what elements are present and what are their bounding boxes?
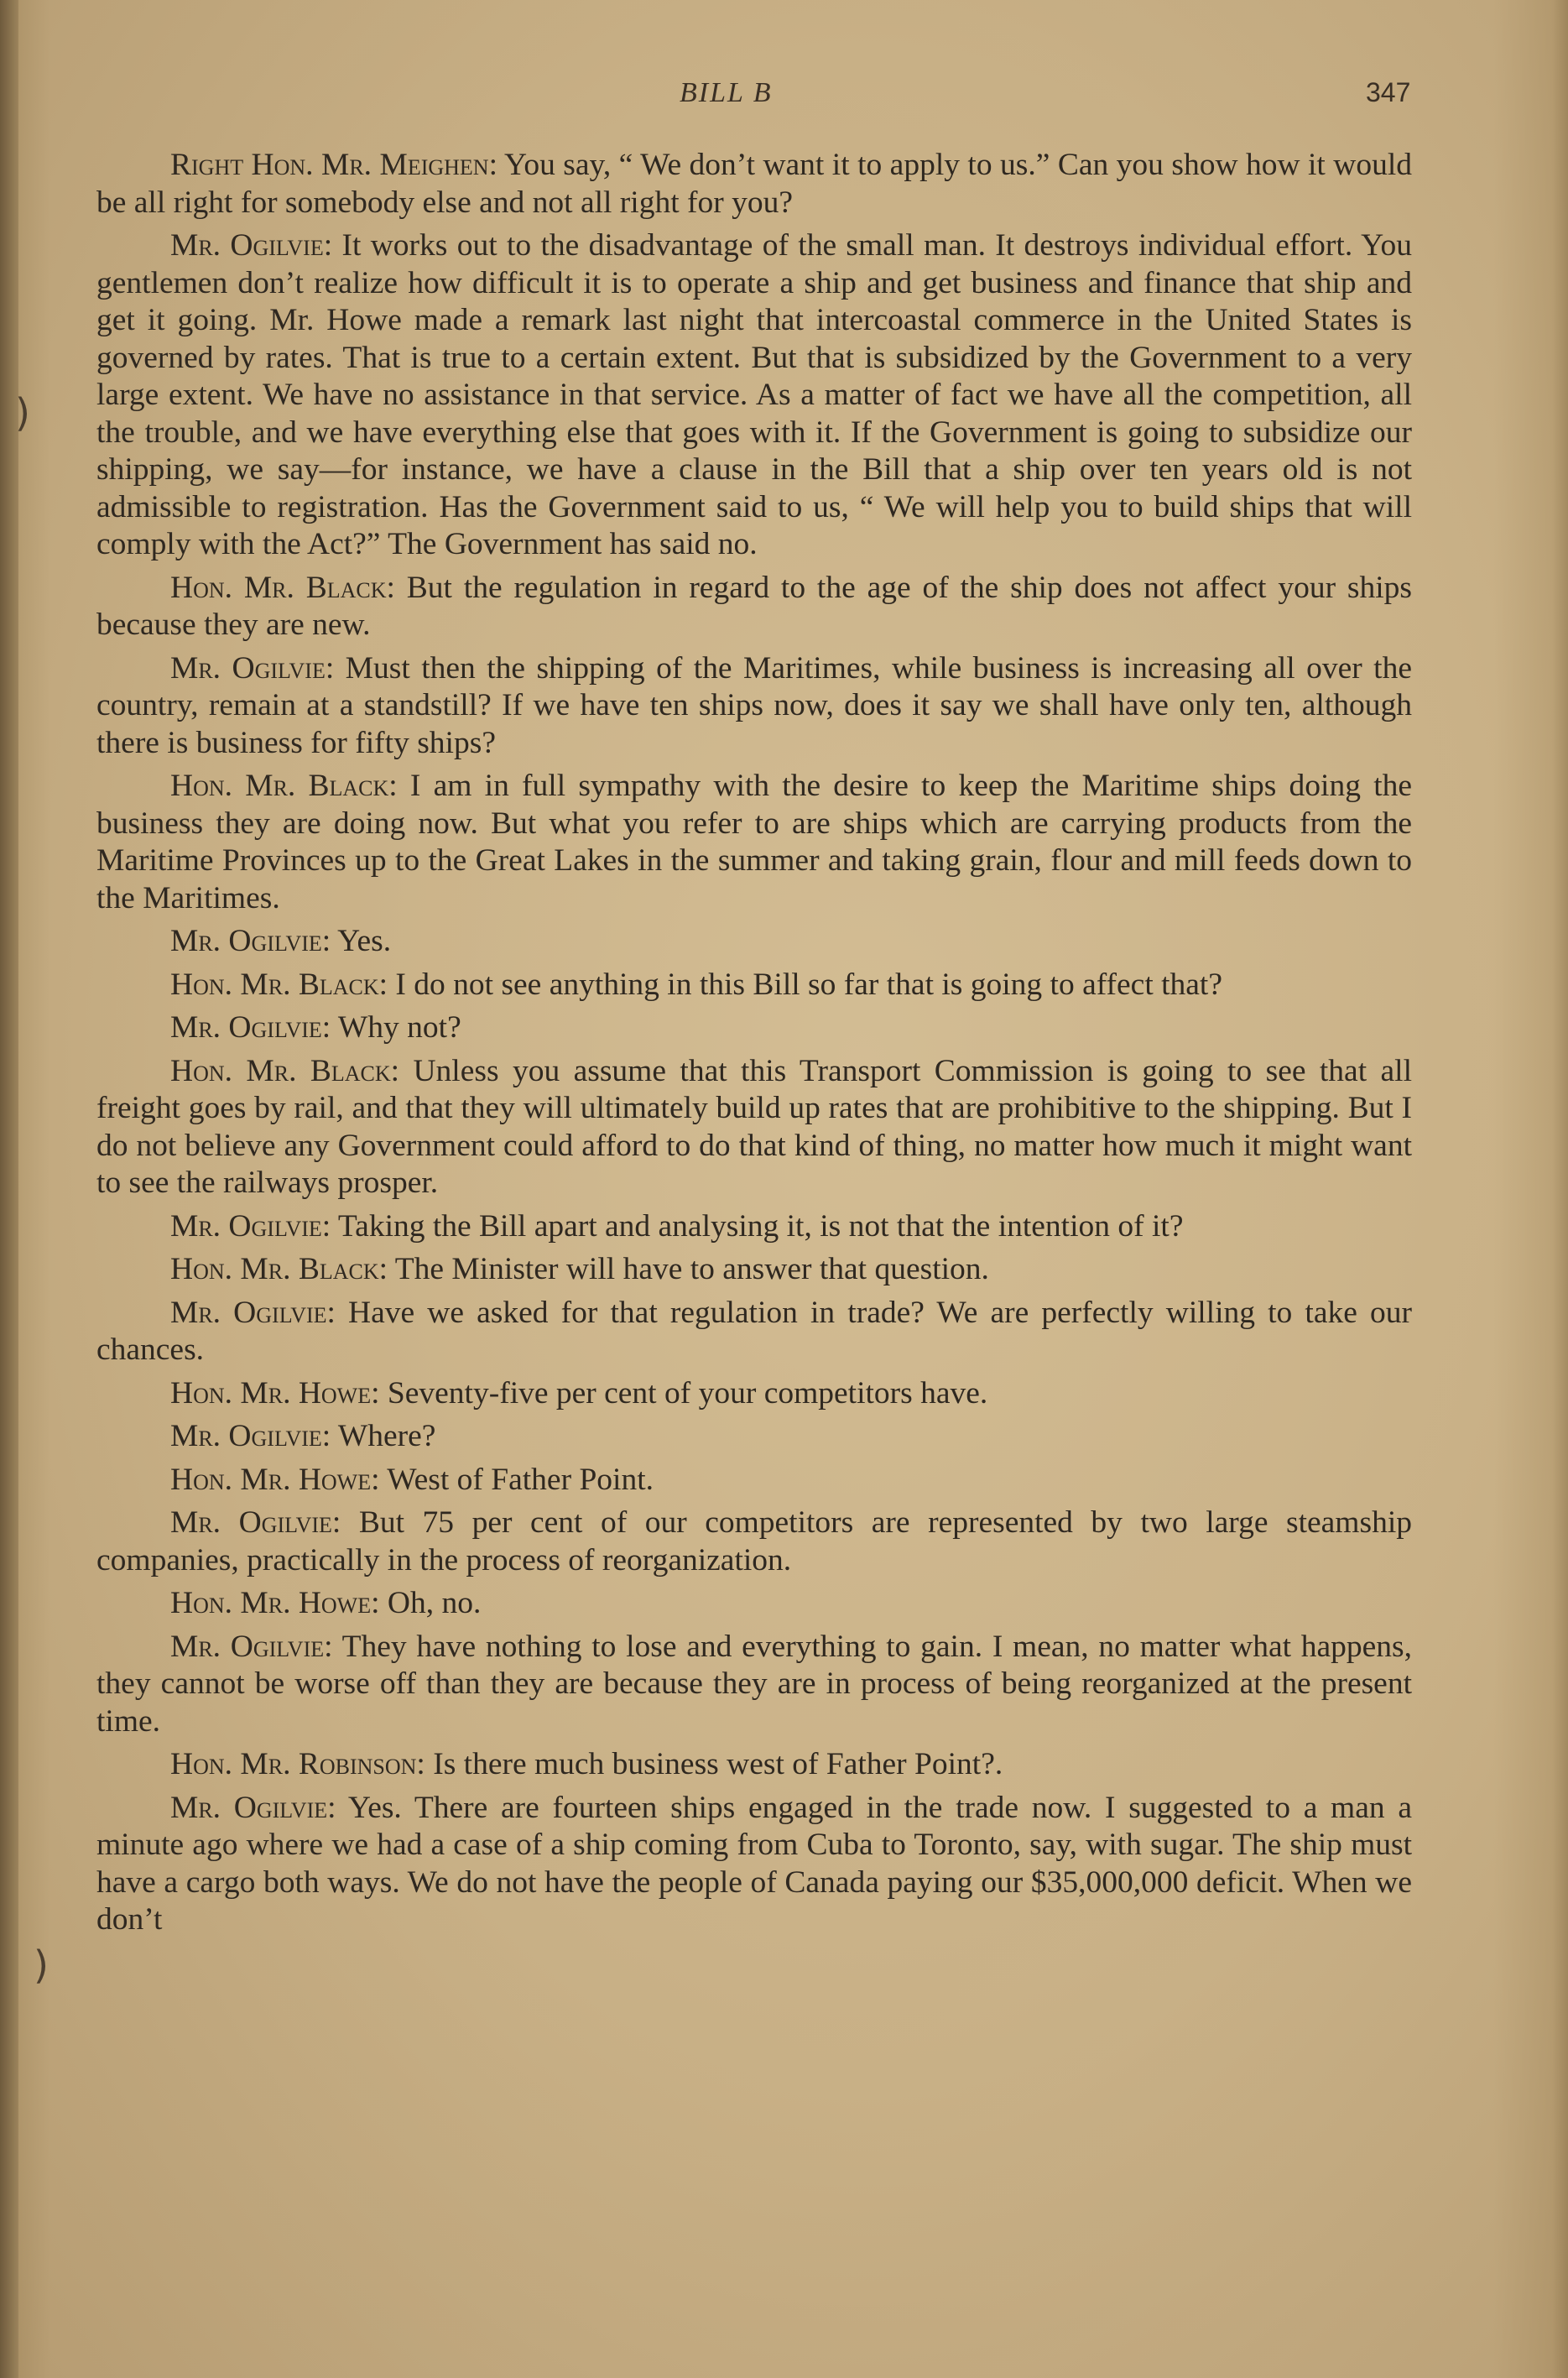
paragraph: [96, 1462, 1412, 1499]
binding-hole-mark-lower: ): [34, 1943, 49, 1988]
speech-text: Why not?: [331, 1010, 461, 1045]
speech-text: But 75 per cent of our competitors are represented by two large steamship companies, practically in the process of reorganization.: [96, 1505, 1412, 1578]
paragraph: [96, 1053, 1412, 1202]
paragraph: [96, 967, 1412, 1004]
speaker-name: Mr. Ogilvie:: [170, 924, 331, 958]
speech-text: Is there much business west of Father Point?.: [425, 1747, 1003, 1781]
speaker-name: Mr. Ogilvie:: [170, 1208, 331, 1244]
speech-text: West of Father Point.: [379, 1462, 654, 1497]
paragraph: [96, 768, 1412, 917]
speaker-name: Hon. Mr. Black:: [170, 769, 398, 803]
speech-text: Taking the Bill apart and analysing it, is not that the intention of it?: [331, 1208, 1184, 1244]
speech-text: You say, “ We don’t want it to apply to us.” Can you show how it would be all right for somebody else and not all right for you?: [96, 148, 1413, 220]
speaker-name: Mr. Ogilvie:: [170, 1010, 331, 1045]
paragraph: [96, 923, 1412, 961]
speech-text: I do not see anything in this Bill so far that is going to affect that?: [388, 967, 1222, 1002]
paragraph: [96, 1585, 1412, 1623]
speaker-name: Hon. Mr. Black:: [170, 967, 388, 1002]
paragraph: [96, 1790, 1412, 1939]
speaker-name: Hon. Mr. Black:: [170, 1252, 388, 1286]
speaker-name: Right Hon. Mr. Meighen:: [170, 148, 497, 182]
page-number: 347: [1366, 77, 1411, 107]
speaker-name: Mr. Ogilvie:: [170, 1295, 336, 1330]
speaker-name: Hon. Mr. Howe:: [170, 1462, 380, 1497]
paragraph: [96, 147, 1412, 222]
speech-text: I am in full sympathy with the desire to keep the Maritime ships doing the business they are doing now. But what you refer to are ships which are carrying products from the Maritime Provinces up to the Great Lakes in the summer and taking grain, flour and mill feeds down to the Maritimes.: [96, 769, 1413, 915]
transcript-body: [96, 147, 1412, 1945]
speaker-name: Mr. Ogilvie:: [170, 650, 335, 686]
paragraph: [96, 650, 1412, 763]
speech-text: Yes. There are fourteen ships engaged in the trade now. I suggested to a man a minute ago where we had a case of a ship coming from Cuba to Toronto, say, with sugar. The ship must have a cargo both ways. We do not have the people of Canada paying our $35,000,000 deficit. When we don’t: [96, 1790, 1412, 1937]
speaker-name: Mr. Ogilvie:: [170, 1505, 341, 1540]
paragraph: [96, 1418, 1412, 1456]
running-title: BILL B: [680, 77, 773, 108]
paragraph: [96, 1629, 1412, 1741]
speaker-name: Mr. Ogilvie:: [170, 1419, 331, 1453]
paragraph: [96, 1251, 1412, 1289]
paragraph: [96, 227, 1412, 564]
speech-text: Where?: [331, 1419, 436, 1453]
speech-text: Must then the shipping of the Maritimes, while business is increasing all over the country, remain at a standstill? If we have ten ships now, does it say we shall have only ten, although there is business for fifty ships?: [96, 650, 1412, 760]
speech-text: Yes.: [331, 924, 392, 958]
speaker-name: Mr. Ogilvie:: [170, 1629, 333, 1664]
binding-edge: [0, 0, 18, 2378]
speaker-name: Hon. Mr. Howe:: [170, 1375, 380, 1411]
page-header: [0, 77, 1568, 119]
paragraph: [96, 1505, 1412, 1579]
paragraph: [96, 1375, 1412, 1413]
speech-text: Unless you assume that this Transport Commission is going to see that all freight goes by rail, and that they will ultimately build up rates that are prohibitive to the shipping. But I do not believe any Government could afford to do that kind of thing, no matter how much it might want to see the railways prosper.: [96, 1053, 1413, 1200]
speaker-name: Hon. Mr. Black:: [170, 570, 395, 605]
binding-hole-mark-upper: ): [15, 390, 30, 435]
speaker-name: Mr. Ogilvie:: [170, 1790, 336, 1825]
paragraph: [96, 1295, 1412, 1369]
paragraph: [96, 1009, 1412, 1047]
speech-text: It works out to the disadvantage of the small man. It destroys individual effort. You gentlemen don’t realize how difficult it is to operate a ship and get business and finance that ship and get it going. Mr. Howe made a remark last night that intercoastal commerce in the United States is governed by rates. That is true to a certain extent. But that is subsidized by the Government to a very large extent. We have no assistance in that service. As a matter of fact we have all the competition, all the trouble, and we have everything else that goes with it. If the Government is going to subsidize our shipping, we say—for instance, we have a clause in the Bill that a ship over ten years old is not admissible to registration. Has the Government said to us, “ We will help you to build ships that will comply with the Act?” The Government has said no.: [96, 228, 1412, 561]
paragraph: [96, 1208, 1412, 1246]
speaker-name: Hon. Mr. Howe:: [170, 1586, 380, 1620]
speaker-name: Hon. Mr. Black:: [170, 1053, 400, 1088]
paragraph: [96, 1746, 1412, 1784]
speech-text: Oh, no.: [379, 1586, 482, 1620]
speech-text: But the regulation in regard to the age of the ship does not affect your ships because they are new.: [96, 570, 1412, 642]
speech-text: The Minister will have to answer that question.: [388, 1252, 989, 1286]
speaker-name: Mr. Ogilvie:: [170, 228, 333, 263]
paragraph: [96, 570, 1412, 644]
speaker-name: Hon. Mr. Robinson:: [170, 1747, 425, 1781]
speech-text: Seventy-five per cent of your competitors have.: [379, 1375, 988, 1411]
speech-text: Have we asked for that regulation in trade? We are perfectly willing to take our chances.: [96, 1295, 1412, 1367]
speech-text: They have nothing to lose and everything to gain. I mean, no matter what happens, they cannot be worse off than they are because they are in process of being reorganized at the present time.: [96, 1629, 1412, 1739]
